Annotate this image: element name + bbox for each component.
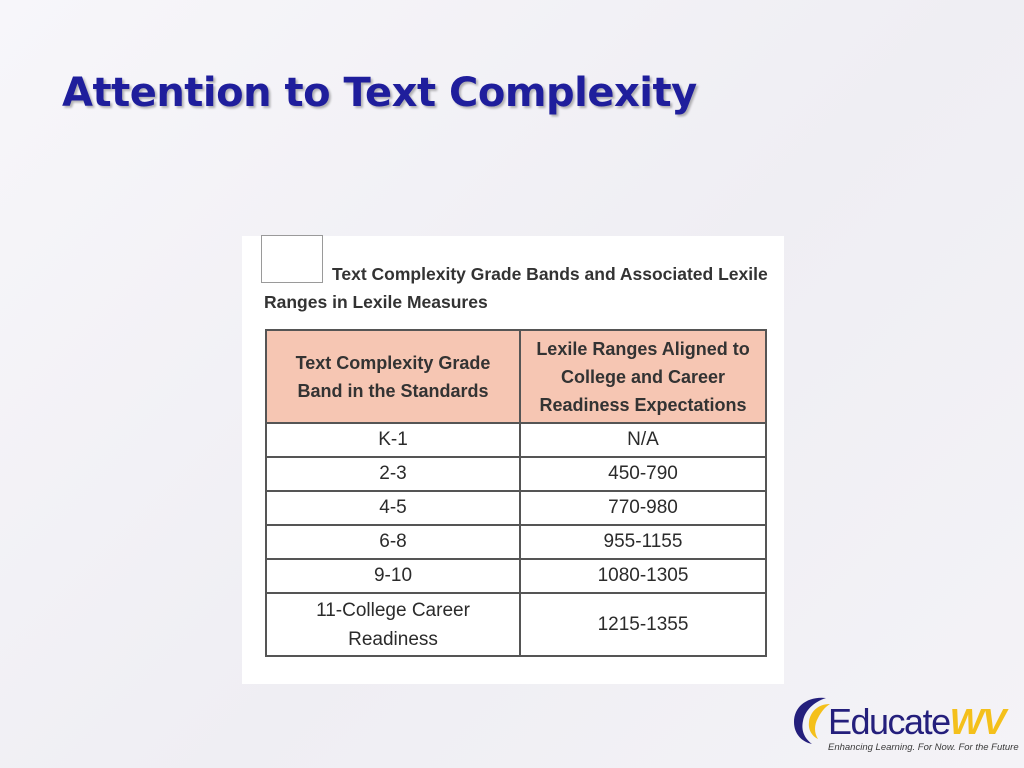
grade-band-cell: K-1 [266,423,520,457]
lexile-table [265,329,767,657]
table-row [266,525,766,559]
grade-band-cell: 6-8 [266,525,520,559]
grade-band-cell: 9-10 [266,559,520,593]
header-grade-band: Text Complexity Grade Band in the Standards [266,330,520,423]
slide-title: Attention to Text Complexity [62,70,697,116]
lexile-range-cell: 1215-1355 [520,593,766,656]
educatewv-logo [792,694,1018,758]
table-row [266,457,766,491]
table-row [266,491,766,525]
lexile-range-cell: 770-980 [520,491,766,525]
table-header-row [266,330,766,423]
lexile-range-cell: 955-1155 [520,525,766,559]
header-lexile-range: Lexile Ranges Aligned to College and Career Readiness Expectations [520,330,766,423]
grade-band-cell: 11-College Career Readiness [266,593,520,656]
lexile-range-cell: N/A [520,423,766,457]
logo-wordmark [828,702,1005,742]
lexile-range-cell: 450-790 [520,457,766,491]
lexile-range-cell: 1080-1305 [520,559,766,593]
table-row [266,593,766,656]
table-row [266,559,766,593]
logo-word-wv: WV [949,701,1005,742]
table-row [266,423,766,457]
grade-band-cell: 2-3 [266,457,520,491]
lexile-figure [242,236,784,684]
logo-tagline: Enhancing Learning. For Now. For the Future [828,742,1019,753]
logo-word-educate: Educate [828,701,950,742]
table-caption: Text Complexity Grade Bands and Associated Lexile Ranges in Lexile Measures [264,264,768,312]
grade-band-cell: 4-5 [266,491,520,525]
